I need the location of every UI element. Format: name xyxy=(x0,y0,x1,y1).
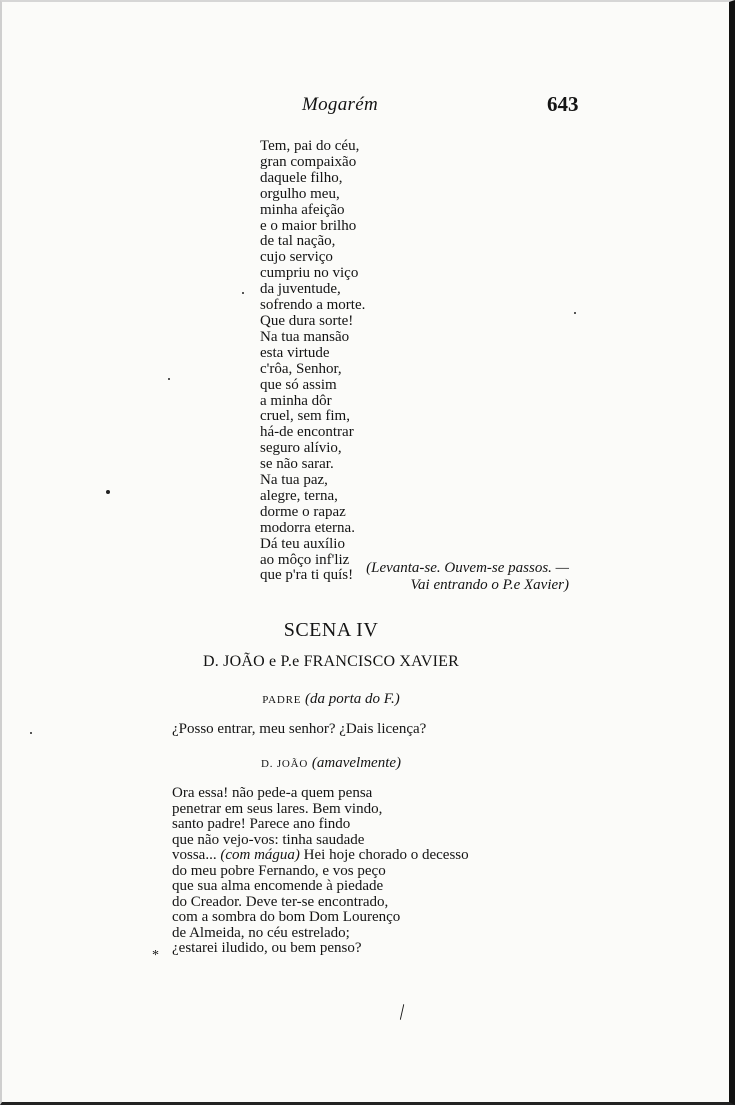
verse-line: gran compaixão xyxy=(260,153,357,170)
verse-line: Na tua paz, xyxy=(260,472,328,489)
stage-direction-line: (Levanta-se. Ouvem-se passos. — xyxy=(366,560,569,576)
speech-fragment: vossa... xyxy=(172,847,217,863)
verse-line: modorra eterna. xyxy=(260,519,355,536)
inline-stage-direction: (com mágua) xyxy=(220,847,300,863)
verse-line: e o maior brilho xyxy=(260,217,357,234)
speech-line: ¿estarei iludido, ou bem penso? xyxy=(172,940,362,956)
verse-line: Tem, pai do céu, xyxy=(260,138,360,154)
running-head-title: Mogarém xyxy=(302,94,378,115)
stage-direction xyxy=(366,560,569,594)
verse-line: cumpriu no viço xyxy=(260,265,359,282)
verse-line: cruel, sem fim, xyxy=(260,408,350,425)
speech-line: ¿Posso entrar, meu senhor? ¿Dais licença? xyxy=(172,721,427,737)
ink-speck xyxy=(574,312,576,314)
verse-line: dorme o rapaz xyxy=(260,503,346,520)
verse-line: ao môço inf'liz xyxy=(260,551,350,568)
speaker-direction: (amavelmente) xyxy=(311,755,402,771)
verse-line: que p'ra ti quís! xyxy=(260,567,354,584)
speech-line xyxy=(172,848,469,864)
speech-line: do meu pobre Fernando, e vos peço xyxy=(172,862,386,879)
ink-speck xyxy=(106,490,110,494)
verse-line: seguro alívio, xyxy=(260,440,342,457)
asterisk-mark: * xyxy=(152,948,159,963)
verse-line: a minha dôr xyxy=(260,392,332,409)
speech-line: que não vejo-vos: tinha saudade xyxy=(172,831,365,848)
speaker-direction: (da porta do F.) xyxy=(305,691,400,707)
speech-line: que sua alma encomende à piedade xyxy=(172,878,384,894)
verse-line: minha afeição xyxy=(260,201,345,218)
verse-line: Dá teu auxílio xyxy=(260,535,345,552)
verse-line: que só assim xyxy=(260,376,337,393)
speech-line: santo padre! Parece ano findo xyxy=(172,816,351,832)
speech-line: com a sombra do bom Dom Lourenço xyxy=(172,909,401,925)
speech-line: de Almeida, no céu estrelado; xyxy=(172,924,350,941)
speaker-name: D. JOÃO xyxy=(260,758,309,770)
ink-speck xyxy=(168,378,170,380)
scene-characters: D. JOÃO e P.e FRANCISCO XAVIER xyxy=(203,653,459,670)
page-number: 643 xyxy=(547,92,579,116)
ink-speck xyxy=(242,292,244,294)
verse-line: Na tua mansão xyxy=(260,328,350,345)
verse-line: daquele filho, xyxy=(260,169,343,186)
speech-line: penetrar em seus lares. Bem vindo, xyxy=(172,800,383,817)
speaker-heading-joao xyxy=(2,755,660,772)
verse-line: Que dura sorte! xyxy=(260,312,354,329)
verse-line: se não sarar. xyxy=(260,456,334,473)
speech-block-joao xyxy=(172,786,469,957)
verse-line: de tal nação, xyxy=(260,233,336,250)
verse-line: sofrendo a morte. xyxy=(260,297,366,314)
verse-line: c'rôa, Senhor, xyxy=(260,360,342,377)
speech-line: do Creador. Deve ter-se encontrado, xyxy=(172,893,389,910)
verse-line: alegre, terna, xyxy=(260,487,338,504)
ink-speck xyxy=(30,732,32,734)
scene-title: SCENA IV xyxy=(283,619,379,641)
ink-tick-mark: ╲ xyxy=(394,1004,410,1020)
speech-fragment: Hei hoje chorado o decesso xyxy=(303,847,469,863)
verse-line: cujo serviço xyxy=(260,249,333,266)
speech-line: Ora essa! não pede-a quem pensa xyxy=(172,785,373,801)
verse-block xyxy=(260,139,365,584)
verse-line: esta virtude xyxy=(260,344,330,361)
verse-line: da juventude, xyxy=(260,281,341,298)
verse-line: há-de encontrar xyxy=(260,424,354,441)
speaker-heading-padre xyxy=(2,691,660,708)
stage-direction-line: Vai entrando o P.e Xavier) xyxy=(410,577,569,593)
verse-line: orgulho meu, xyxy=(260,185,340,202)
speaker-name: PADRE xyxy=(262,694,302,706)
